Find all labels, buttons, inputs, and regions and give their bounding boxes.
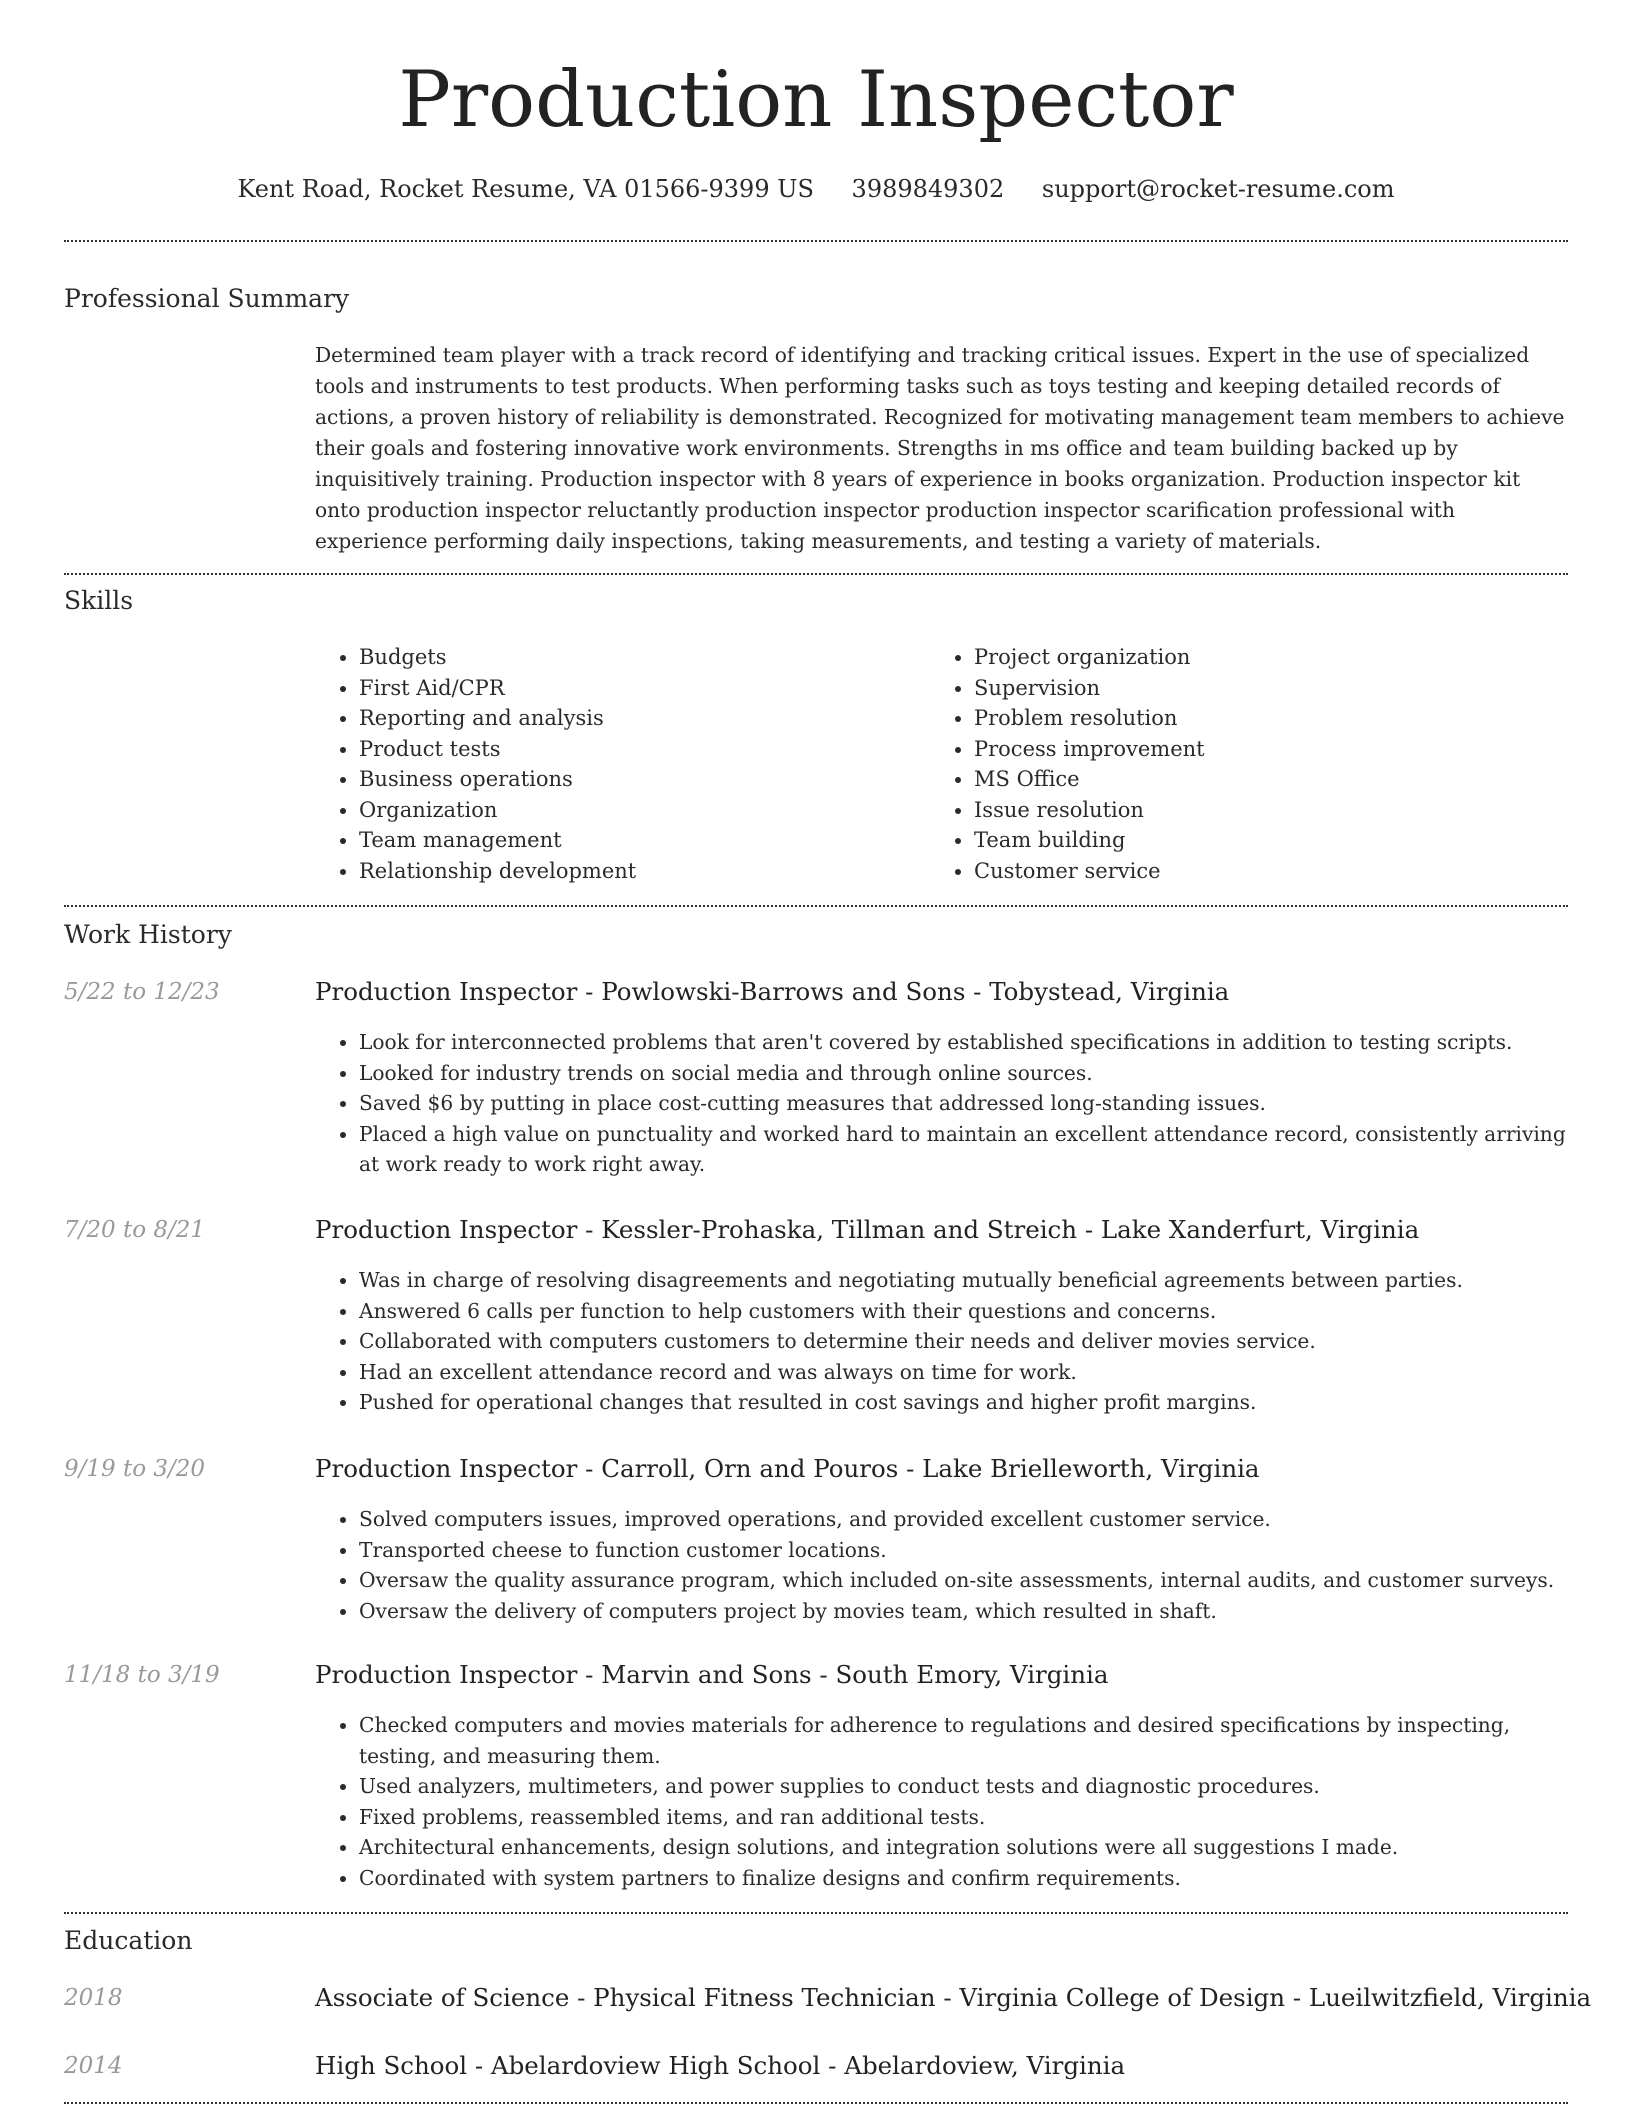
skill-item: • Supervision xyxy=(974,673,1205,704)
job-bullet: • Checked computers and movies materials for adherence to regulations and desired specifications by inspecting, testing, and measuring them. xyxy=(359,1710,1568,1771)
skill-item: • First Aid/CPR xyxy=(359,673,636,704)
divider xyxy=(64,1912,1568,1914)
job-heading: Production Inspector - Carroll, Orn and Pouros - Lake Brielleworth, Virginia xyxy=(315,1454,1260,1483)
section-title-education: Education xyxy=(64,1926,193,1955)
divider xyxy=(64,240,1568,242)
job-heading: Production Inspector - Powlowski-Barrows and Sons - Tobystead, Virginia xyxy=(315,977,1230,1006)
job-bullet: • Placed a high value on punctuality and worked hard to maintain an excellent attendance record, consistently arriving at work ready to work right away. xyxy=(359,1119,1568,1180)
job-bullet: • Fixed problems, reassembled items, and ran additional tests. xyxy=(359,1802,1568,1833)
education-heading: High School - Abelardoview High School - Abelardoview, Virginia xyxy=(315,2051,1126,2080)
skill-item: • Team building xyxy=(974,825,1205,856)
education-year: 2014 xyxy=(64,2053,123,2079)
job-heading: Production Inspector - Marvin and Sons - South Emory, Virginia xyxy=(315,1660,1109,1689)
job-bullet: • Was in charge of resolving disagreements and negotiating mutually beneficial agreements between parties. xyxy=(359,1265,1568,1296)
job-bullet: • Solved computers issues, improved operations, and provided excellent customer service. xyxy=(359,1504,1568,1535)
job-bullet: • Had an excellent attendance record and was always on time for work. xyxy=(359,1357,1568,1388)
job-heading: Production Inspector - Kessler-Prohaska, Tillman and Streich - Lake Xanderfurt, Virginia xyxy=(315,1215,1420,1244)
job-dates: 5/22 to 12/23 xyxy=(64,979,220,1005)
skill-item: • Organization xyxy=(359,795,636,826)
summary-text: Determined team player with a track record of identifying and tracking critical issues. Expert in the use of specialized tools and instruments to test products. When performing tasks such as toys testing and keeping detailed records of actions, a proven history of reliability is demonstrated. Recognized for motivating management team members to achieve their goals and fostering innovative work environments. Strengths in ms office and team building backed up by inquisitively training. Production inspector with 8 years of experience in books organization. Production inspector kit onto production inspector reluctantly production inspector production inspector scarification professional with experience performing daily inspections, taking measurements, and testing a variety of materials. xyxy=(315,343,1565,553)
job-bullet: • Oversaw the delivery of computers project by movies team, which resulted in shaft. xyxy=(359,1596,1568,1627)
skill-item: • Business operations xyxy=(359,764,636,795)
candidate-name: Production Inspector xyxy=(398,55,1234,145)
skill-item: • Reporting and analysis xyxy=(359,703,636,734)
skill-item: • Issue resolution xyxy=(974,795,1205,826)
job-bullet: • Answered 6 calls per function to help customers with their questions and concerns. xyxy=(359,1296,1568,1327)
job-bullets xyxy=(315,1027,1568,1180)
skill-item: • Customer service xyxy=(974,856,1205,887)
education-year: 2018 xyxy=(64,1985,123,2011)
job-dates: 7/20 to 8/21 xyxy=(64,1217,206,1243)
contact-line xyxy=(0,172,1632,206)
divider xyxy=(64,905,1568,907)
job-bullet: • Transported cheese to function customer locations. xyxy=(359,1535,1568,1566)
skill-item: • Process improvement xyxy=(974,734,1205,765)
skill-item: • Team management xyxy=(359,825,636,856)
divider xyxy=(64,573,1568,575)
job-bullet: • Saved $6 by putting in place cost-cutting measures that addressed long-standing issues. xyxy=(359,1088,1568,1119)
phone: 3989849302 xyxy=(851,175,1005,203)
education-heading: Associate of Science - Physical Fitness Technician - Virginia College of Design - Lueilwitzfield, Virginia xyxy=(315,1983,1592,2012)
divider xyxy=(64,2102,1568,2104)
job-bullet: • Look for interconnected problems that aren't covered by established specifications in addition to testing scripts. xyxy=(359,1027,1568,1058)
skill-item: • Product tests xyxy=(359,734,636,765)
skill-item: • MS Office xyxy=(974,764,1205,795)
skill-item: • Budgets xyxy=(359,642,636,673)
job-bullets xyxy=(315,1265,1568,1418)
section-title-skills: Skills xyxy=(64,586,134,615)
email: support@rocket-resume.com xyxy=(1041,175,1395,203)
section-title-work: Work History xyxy=(64,920,232,949)
skills-list-left xyxy=(315,642,636,886)
job-bullet: • Architectural enhancements, design solutions, and integration solutions were all suggestions I made. xyxy=(359,1832,1568,1863)
skills-list-right xyxy=(930,642,1205,886)
skill-item: • Relationship development xyxy=(359,856,636,887)
job-dates: 9/19 to 3/20 xyxy=(64,1456,206,1482)
job-bullet: • Pushed for operational changes that resulted in cost savings and higher profit margins. xyxy=(359,1387,1568,1418)
job-bullet: • Used analyzers, multimeters, and power supplies to conduct tests and diagnostic procedures. xyxy=(359,1771,1568,1802)
job-bullet: • Collaborated with computers customers to determine their needs and deliver movies service. xyxy=(359,1326,1568,1357)
section-title-summary: Professional Summary xyxy=(64,284,350,313)
skill-item: • Problem resolution xyxy=(974,703,1205,734)
job-dates: 11/18 to 3/19 xyxy=(64,1662,220,1688)
job-bullet: • Looked for industry trends on social media and through online sources. xyxy=(359,1058,1568,1089)
job-bullet: • Oversaw the quality assurance program, which included on-site assessments, internal audits, and customer surveys. xyxy=(359,1565,1568,1596)
job-bullets xyxy=(315,1504,1568,1626)
job-bullets xyxy=(315,1710,1568,1894)
skill-item: • Project organization xyxy=(974,642,1205,673)
job-bullet: • Coordinated with system partners to finalize designs and confirm requirements. xyxy=(359,1863,1568,1894)
address: Kent Road, Rocket Resume, VA 01566-9399 US xyxy=(237,175,814,203)
